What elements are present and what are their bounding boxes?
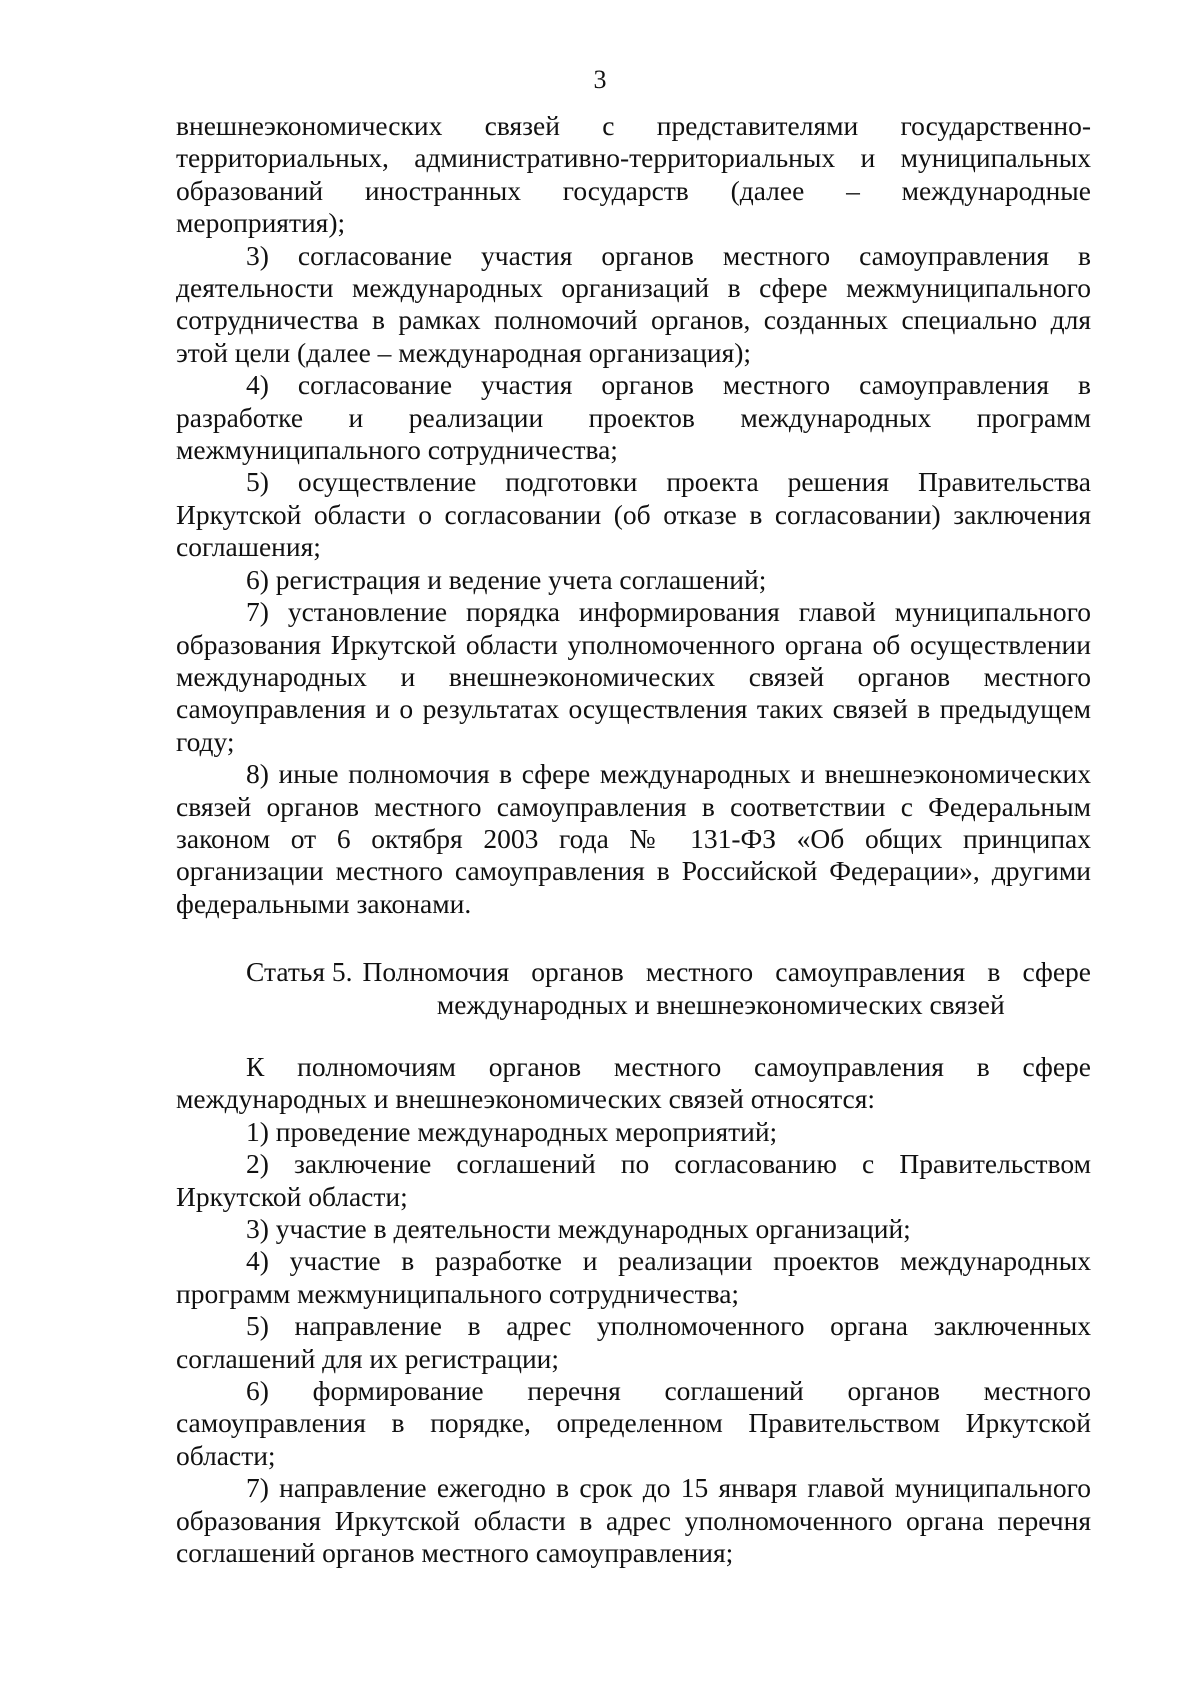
article-intro: К полномочиям органов местного самоуправления в сфере международных и внешнеэкономических связей относятся: [176,1050,1091,1115]
list-item: 2) заключение соглашений по согласованию с Правительством Иркутской области; [176,1148,1091,1212]
paragraph-continuation: внешнеэкономических связей с представителями государственно-территориальных, административно-территориальных и муниципальных образований иностранных государств (далее – международные мероприятия); [176,110,1091,239]
list-item: 1) проведение международных мероприятий; [246,1115,778,1147]
page-number: 3 [593,65,607,94]
list-item: 5) направление в адрес уполномоченного органа заключенных соглашений для их регистрации; [176,1310,1091,1374]
list-item: 6) формирование перечня соглашений органов местного самоуправления в порядке, определенном Правительством Иркутской области; [176,1375,1091,1471]
list-item: 4) участие в разработке и реализации проектов международных программ межмуниципального сотрудничества; [176,1245,1091,1309]
list-item: 7) направление ежегодно в срок до 15 января главой муниципального образования Иркутской области в адрес уполномоченного органа перечня соглашений органов местного самоуправления; [176,1472,1091,1569]
document-body [176,110,1091,1569]
article-number: Статья 5. [246,956,353,988]
list-item: 5) осуществление подготовки проекта решения Правительства Иркутской области о согласовании (об отказе в согласовании) заключения соглашения; [176,466,1091,563]
list-item: 4) согласование участия органов местного самоуправления в разработке и реализации проектов международных программ межмуниципального сотрудничества; [176,369,1091,466]
article-title-line-2: международных и внешнеэкономических связей [436,988,1005,1020]
list-item: 8) иные полномочия в сфере международных и внешнеэкономических связей органов местного самоуправления в соответствии с Федеральным законом от 6 октября 2003 года № 131-ФЗ «Об общих принципах организации местного самоуправления в Российской Федерации», другими федеральными законами. [176,758,1091,919]
article-heading [176,956,1091,1021]
article-title-line-1: Полномочия органов местного самоуправления в сфере [362,956,1091,988]
list-item: 3) участие в деятельности международных организаций; [246,1213,911,1244]
list-item: 3) согласование участия органов местного самоуправления в деятельности международных организаций в сфере межмуниципального сотрудничества в рамках полномочий органов, созданных специально для этой цели (далее – международная организация); [176,239,1091,368]
article-title [363,956,1091,1021]
list-item: 7) установление порядка информирования главой муниципального образования Иркутской области уполномоченного органа об осуществлении международных и внешнеэкономических связей органов местного самоуправления и о результатах осуществления таких связей в предыдущем году; [176,596,1091,757]
list-item: 6) регистрация и ведение учета соглашений; [246,563,767,595]
